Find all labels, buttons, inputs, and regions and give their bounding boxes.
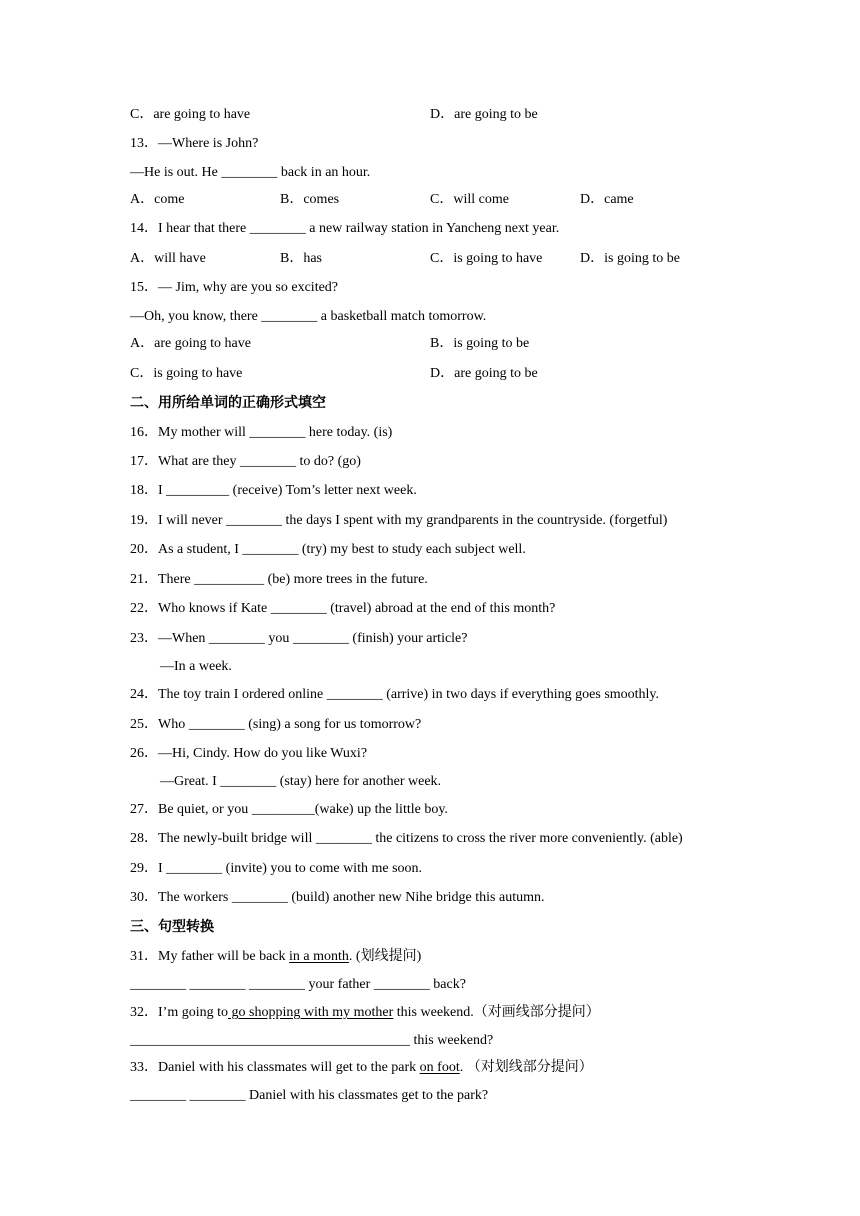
q23-reply: —In a week.: [160, 659, 232, 674]
q15-option-b: B．is going to be: [430, 336, 530, 351]
q14-stem: 14．I hear that there ________ a new railway station in Yancheng next year.: [130, 221, 560, 236]
q15-option-a: A．are going to have: [130, 336, 251, 351]
q32-text: 32．I’m going to: [130, 1005, 228, 1020]
q33-text: 33．Daniel with his classmates will get to the park: [130, 1060, 420, 1075]
q22: 22．Who knows if Kate ________ (travel) abroad at the end of this month?: [130, 601, 556, 616]
q15-reply: —Oh, you know, there ________ a basketball match tomorrow.: [130, 309, 487, 324]
q32: [130, 1004, 600, 1022]
q17: 17．What are they ________ to do? (go): [130, 454, 361, 469]
q31-answer-line: ________ ________ ________ your father ________ back?: [130, 977, 466, 992]
q31-text: 31．My father will be back: [130, 949, 290, 964]
section-2-heading: 二、用所给单词的正确形式填空: [130, 395, 326, 411]
q25: 25．Who ________ (sing) a song for us tomorrow?: [130, 717, 422, 732]
q15-option-c: C．is going to have: [130, 366, 243, 381]
q23: 23．—When ________ you ________ (finish) your article?: [130, 631, 468, 646]
q24: 24．The toy train I ordered online ________ (arrive) in two days if everything goes smoothly.: [130, 687, 660, 702]
q12-option-c: C．are going to have: [130, 107, 251, 122]
q21: 21．There __________ (be) more trees in the future.: [130, 572, 428, 587]
q13-stem: 13．—Where is John?: [130, 136, 259, 151]
q31-instruction: . (划线提问): [348, 949, 422, 964]
q13-option-d: D．came: [580, 192, 634, 207]
section-3-heading: 三、句型转换: [130, 919, 214, 935]
q13-reply: —He is out. He ________ back in an hour.: [130, 165, 371, 180]
q13-option-c: C．will come: [430, 192, 509, 207]
q31: [130, 948, 421, 966]
q28: 28．The newly-built bridge will ________ the citizens to cross the river more conveniently. (able): [130, 831, 683, 846]
q32-underlined: go shopping with my mother: [228, 1005, 394, 1020]
q33-answer-line: ________ ________ Daniel with his classmates get to the park?: [130, 1088, 489, 1103]
q20: 20．As a student, I ________ (try) my best to study each subject well.: [130, 542, 526, 557]
q32-answer-line: ________________________________________ this weekend?: [130, 1033, 494, 1048]
q13-option-b: B．comes: [280, 192, 340, 207]
q16: 16．My mother will ________ here today. (is): [130, 425, 393, 440]
q18: 18．I _________ (receive) Tom’s letter next week.: [130, 483, 417, 498]
q15-option-d: D．are going to be: [430, 366, 538, 381]
q14-option-a: A．will have: [130, 251, 206, 266]
q14-option-d: D．is going to be: [580, 251, 680, 266]
q30: 30．The workers ________ (build) another new Nihe bridge this autumn.: [130, 890, 545, 905]
q12-option-d: D．are going to be: [430, 107, 538, 122]
q32-instruction: this weekend.（对画线部分提问）: [393, 1005, 600, 1020]
q14-option-b: B．has: [280, 251, 322, 266]
q27: 27．Be quiet, or you _________(wake) up the little boy.: [130, 802, 448, 817]
q14-option-c: C．is going to have: [430, 251, 543, 266]
q33: [130, 1059, 593, 1077]
q15-stem: 15．— Jim, why are you so excited?: [130, 280, 339, 295]
q31-underlined: in a month: [289, 949, 349, 964]
q19: 19．I will never ________ the days I spent with my grandparents in the countryside. (forgetful): [130, 513, 668, 528]
q29: 29．I ________ (invite) you to come with me soon.: [130, 861, 423, 876]
q33-underlined: on foot: [419, 1060, 460, 1075]
q26: 26．—Hi, Cindy. How do you like Wuxi?: [130, 746, 368, 761]
q26-reply: —Great. I ________ (stay) here for another week.: [160, 774, 442, 789]
q33-instruction: . （对划线部分提问）: [459, 1060, 593, 1075]
q13-option-a: A．come: [130, 192, 185, 207]
